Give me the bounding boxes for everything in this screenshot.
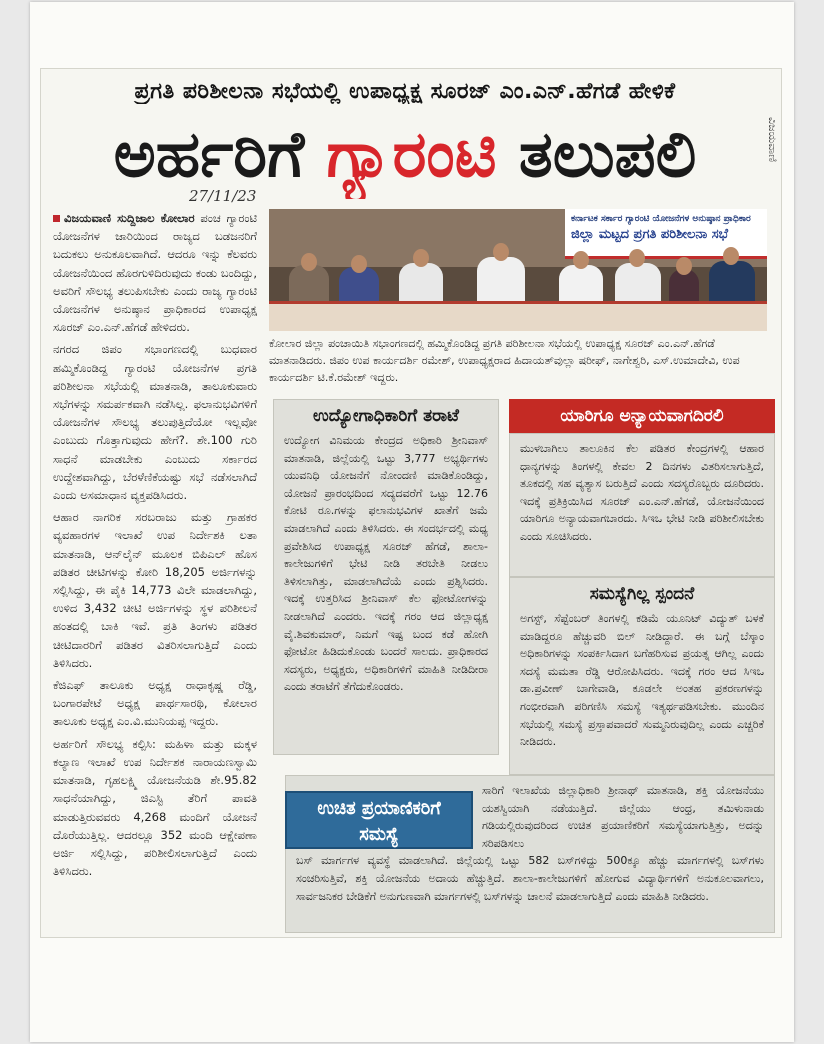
left-paragraph-5: ಅರ್ಹರಿಗೆ ಸೌಲಭ್ಯ ಕಲ್ಪಿಸಿ: ಮಹಿಳಾ ಮತ್ತು ಮಕ್ಕಳ ಕಲ್ಯಾಣ ಇಲಾಖೆ ಉಪ ನಿರ್ದೇಶಕ ನಾರಾಯಣಸ್ವಾಮಿ ಮಾತನಾಡಿ, ಗೃಹಲಕ್ಷ್ಮಿ ಯೋಜನೆಯಡಿ ಶೇ.95.82 ಸಾಧನೆಯಾಗಿದ್ದು, ಜಿಎಸ್ಟಿ ತೆರಿಗೆ ಪಾವತಿ ಮಾಡುತ್ತಿರುವವರು 4,268 ಮಂದಿಗೆ ಯೋಜನೆ ದೊರೆಯುತ್ತಿಲ್ಲ. ಆದರಲ್ಲೂ 352 ಮಂದಿ ಆಕ್ಷೇಪಣಾ ಅರ್ಜಿ ಸಲ್ಲಿಸಿದ್ದು, ಪರಿಶೀಲಿಸಲಾಗುತ್ತಿದೆ ಎಂದು ತಿಳಿಸಿದರು.: [53, 736, 257, 879]
kicker-line: ಪ್ರಗತಿ ಪರಿಶೀಲನಾ ಸಭೆಯಲ್ಲಿ ಉಪಾಧ್ಯಕ್ಷ ಸೂರಜ್ ಎಂ.ಎನ್.ಹೆಗಡೆ ಹೇಳಿಕೆ: [134, 79, 676, 104]
box-injustice: [509, 433, 775, 577]
left-paragraph-3: ಆಹಾರ ನಾಗರಿಕ ಸರಬರಾಜು ಮತ್ತು ಗ್ರಾಹಕರ ವ್ಯವಹಾರಗಳ ಇಲಾಖೆ ಉಪ ನಿರ್ದೇಶಕಿ ಲತಾ ಮಾತನಾಡಿ, ಆನ್‌ಲೈನ್ ಮೂಲಕ ಬಿಪಿಎಲ್ ಹೊಸ ಪಡಿತರ ಚೀಟಿಗಳನ್ನು ಕೋರಿ 18,205 ಅರ್ಜಿಗಳನ್ನು ಸಲ್ಲಿಸಿದ್ದು, ಈ ಪೈಕಿ 14,773 ವಿಲೇ ಮಾಡಲಾಗಿದ್ದು, ಉಳಿದ 3,432 ಚೀಟಿ ಅರ್ಜಿಗಳನ್ನು ಸ್ಥಳ ಪರಿಶೀಲನೆ ಹಂತದಲ್ಲಿ ಬಾಕಿ ಇವೆ. ಪ್ರತಿ ತಿಂಗಳು ಪಡಿತರ ಚೀಟಿದಾರರಿಗೆ ಪಡಿತರ ವಿತರಿಸಲಾಗುತ್ತಿದೆ ಎಂದು ತಿಳಿಸಿದರು.: [53, 510, 257, 670]
box-employment: [273, 399, 499, 755]
newspaper-clipping: [40, 68, 782, 938]
box-employment-title: ಉದ್ಯೋಗಾಧಿಕಾರಿಗೆ ತರಾಟೆ: [313, 406, 459, 426]
photo-banner: ಕರ್ನಾಟಕ ಸರ್ಕಾರ ಗ್ಯಾರಂಟಿ ಯೋಜನೆಗಳ ಅನುಷ್ಠಾನ ಪ್ರಾಧಿಕಾರ ಜಿಲ್ಲಾ ಮಟ್ಟದ ಪ್ರಗತಿ ಪರಿಶೀಲನಾ ಸಭೆ: [565, 209, 767, 259]
meeting-photo: [269, 209, 767, 331]
headline-part-1: ಅರ್ಹರಿಗೆ: [113, 118, 327, 192]
box-travel-title: ಉಚಿತ ಪ್ರಯಾಣಿಕರಿಗೆ ಸಮಸ್ಯೆ: [285, 791, 473, 849]
box-employment-body: ಉದ್ಯೋಗ ವಿನಿಮಯ ಕೇಂದ್ರದ ಅಧಿಕಾರಿ ಶ್ರೀನಿವಾಸ್ ಮಾತನಾಡಿ, ಜಿಲ್ಲೆಯಲ್ಲಿ ಒಟ್ಟು 3,777 ಅಭ್ಯರ್ಥಿಗಳು ಯುವನಿಧಿ ಯೋಜನೆಗೆ ನೋಂದಣಿ ಮಾಡಿಕೊಂಡಿದ್ದು, ಯೋಜನೆ ಪ್ರಾರಂಭದಿಂದ ಸದ್ಯದವರೆಗೆ ಒಟ್ಟು 12.76 ಕೋಟಿ ರೂ.ಗಳನ್ನು ಫಲಾನುಭವಿಗಳ ಖಾತೆಗೆ ಜಮೆ ಮಾಡಲಾಗಿದೆ ಎಂದು ತಿಳಿಸಿದರು. ಈ ಸಂದರ್ಭದಲ್ಲಿ ಮಧ್ಯ ಪ್ರವೇಶಿಸಿದ ಉಪಾಧ್ಯಕ್ಷ ಸೂರಜ್ ಹೆಗಡೆ, ಶಾಲಾ-ಕಾಲೇಜುಗಳಿಗೆ ಭೇಟಿ ನೀಡಿ ತರಬೇತಿ ನೀಡಲು ತಿಳಿಸಲಾಗಿತ್ತು, ಮಾಡಲಾಗಿದೆಯೆ ಎಂದು ಪ್ರಶ್ನಿಸಿದರು. ಇದಕ್ಕೆ ಉತ್ತರಿಸಿದ ಶ್ರೀನಿವಾಸ್ ಕೆಲ ಫೋಟೋಗಳನ್ನು ನೀಡಲಾಗಿದೆ ಎಂದರು. ಇದಕ್ಕೆ ಗರಂ ಆದ ಜಿಲ್ಲಾಧ್ಯಕ್ಷ ವೈ.ಶಿವಕುಮಾರ್, ನಿಮಗೆ ಇಷ್ಟ ಬಂದ ಕಡೆ ಹೋಗಿ ಫೋಟೋ ಹಿಡಿದುಕೊಂಡು ಬಂದರೆ ಸಾಲದು. ಪ್ರಾಧಿಕಾರದ ಸದಸ್ಯರು, ಅಧ್ಯಕ್ಷರು, ಅಧಿಕಾರಿಗಳಿಗೆ ಮಾಹಿತಿ ನೀಡಿದೀರಾ ಎಂದು ತರಾಟೆಗೆ ತೆಗೆದುಕೊಂಡರು.: [284, 434, 488, 694]
headline: [55, 111, 755, 199]
left-paragraph-2: ನಗರದ ಜಿಪಂ ಸಭಾಂಗಣದಲ್ಲಿ ಬುಧವಾರ ಹಮ್ಮಿಕೊಂಡಿದ್ದ ಗ್ಯಾರಂಟಿ ಯೋಜನೆಗಳ ಪ್ರಗತಿ ಪರಿಶೀಲನಾ ಸಭೆಯಲ್ಲಿ ಮಾತನಾಡಿ, ತಾಲೂಕುವಾರು ಸಭೆಗಳನ್ನು ಸಮರ್ಪಕವಾಗಿ ನಡೆಸಿಲ್ಲ. ಫಲಾನುಭವಿಗಳಿಗೆ ಯೋಜನೆಗಳ ಸೌಲಭ್ಯ ತಲುಪುತ್ತಿದೆಯೋ ಇಲ್ಲವೋ ಎಂಬುದು ಗೊತ್ತಾಗುವುದು ಹೇಗೆ?. ಶೇ.100 ಗುರಿ ಸಾಧನೆ ಮಾಡಬೇಕು ಎಂಬುದು ಸರ್ಕಾರದ ಉದ್ದೇಶವಾಗಿದ್ದು, ಬೆರಳೆಣಿಕೆಯಷ್ಟು ಸಭೆ ನಡೆಸಲಾಗಿದೆ ಎಂದು ಅಸಮಾಧಾನ ವ್ಯಕ್ತಪಡಿಸಿದರು.: [53, 342, 257, 503]
box-injustice-body: ಮುಳಬಾಗಿಲು ತಾಲೂಕಿನ ಕೆಲ ಪಡಿತರ ಕೇಂದ್ರಗಳಲ್ಲಿ ಆಹಾರ ಧಾನ್ಯಗಳನ್ನು ತಿಂಗಳಲ್ಲಿ ಕೇವಲ 2 ದಿನಗಳು ವಿತರಿಸಲಾಗುತ್ತಿದೆ, ತೂಕದಲ್ಲಿ ಸಹ ವ್ಯತ್ಯಾಸ ಬರುತ್ತಿದೆ ಎಂದು ಸದಸ್ಯರೊಬ್ಬರು ದೂರಿದರು. ಇದಕ್ಕೆ ಪ್ರತಿಕ್ರಿಯಿಸಿದ ಸೂರಜ್ ಎಂ.ಎನ್.ಹೆಗಡೆ, ಯೋಜನೆಯಿಂದ ಯಾರಿಗೂ ಅನ್ಯಾಯವಾಗಬಾರದು. ಸಿಇಒ ಭೇಟಿ ನೀಡಿ ಪರಿಶೀಲಿಸಬೇಕು ಎಂದು ಸೂಚಿಸಿದರು.: [520, 442, 764, 543]
handwritten-date: 27/11/23: [189, 187, 257, 205]
byline-marker-icon: [53, 215, 60, 222]
left-paragraph-1: ವಿಜಯವಾಣಿ ಸುದ್ದಿಜಾಲ ಕೋಲಾರ ಪಂಚ ಗ್ಯಾರಂಟಿ ಯೋಜನೆಗಳ ಜಾರಿಯಿಂದ ರಾಜ್ಯದ ಬಡಜನರಿಗೆ ಬದುಕಲು ಅನುಕೂಲವಾಗಿದೆ. ಆದರೂ ಇನ್ನು ಕೆಲವರು ಯೋಜನೆಯಿಂದ ಹೊರಗುಳಿದಿರುವುದು ಕಂಡು ಬಂದಿದ್ದು, ಅವರಿಗೆ ಸೌಲಭ್ಯ ತಲುಪಿಸಬೇಕು ಎಂದು ರಾಜ್ಯ ಗ್ಯಾರಂಟಿ ಯೋಜನೆಗಳ ಅನುಷ್ಠಾನ ಪ್ರಾಧಿಕಾರದ ಉಪಾಧ್ಯಕ್ಷ ಸೂರಜ್ ಎಂ.ಎನ್.ಹೆಗಡೆ ಹೇಳಿದರು.: [53, 211, 257, 335]
box-travel-body: ಸಾರಿಗೆ ಇಲಾಖೆಯ ಜಿಲ್ಲಾಧಿಕಾರಿ ಶ್ರೀನಾಥ್ ಮಾತನಾಡಿ, ಶಕ್ತಿ ಯೋಜನೆಯು ಯಶಸ್ವಿಯಾಗಿ ನಡೆಯುತ್ತಿದೆ. ಜಿಲ್ಲೆಯು ಆಂಧ್ರ, ತಮಿಳುನಾಡು ಗಡಿಯಲ್ಲಿರುವುದರಿಂದ ಉಚಿತ ಪ್ರಯಾಣಿಕರಿಗೆ ಸಮಸ್ಯೆಯಾಗುತ್ತಿತ್ತು, ಅದನ್ನು ಸರಿಪಡಿಸಲು ಬಸ್ ಮಾರ್ಗಗಳ ವ್ಯವಸ್ಥೆ ಮಾಡಲಾಗಿದೆ. ಜಿಲ್ಲೆಯಲ್ಲಿ ಒಟ್ಟು 582 ಬಸ್‌ಗಳಿದ್ದು 500ಕ್ಕೂ ಹೆಚ್ಚು ಮಾರ್ಗಗಳಲ್ಲಿ ಬಸ್‌ಗಳು ಸಂಚರಿಸುತ್ತಿವೆ, ಶಕ್ತಿ ಯೋಜನೆಯ ಅದಾಯ ಹೆಚ್ಚುತ್ತಿದೆ. ಶಾಲಾ-ಕಾಲೇಜುಗಳಿಗೆ ಹೋಗುವ ವಿದ್ಯಾರ್ಥಿಗಳಿಗೆ ಅನುಕೂಲವಾಗಲು, ಸಾರ್ವಜನಿಕರ ಬೇಡಿಕೆಗೆ ಅನುಗುಣವಾಗಿ ಮಾರ್ಗಗಳಲ್ಲಿ ಬಸ್‌ಗಳನ್ನು ಚಾಲನೆ ಮಾಡಲಾಗುತ್ತಿದೆ ಎಂದು ಮಾಹಿತಿ ನೀಡಿದರು.: [296, 784, 764, 903]
headline-part-3: ತಲುಪಲಿ: [496, 118, 697, 192]
box-response: [509, 577, 775, 775]
box-response-title: ಸಮಸ್ಯೆಗಿಲ್ಲ ಸ್ಪಂದನೆ: [589, 584, 695, 604]
headline-part-red: ಗ್ಯಾರಂಟಿ: [326, 118, 497, 192]
box-response-body: ಅಗಸ್ಟ್, ಸೆಪ್ಟೆಂಬರ್ ತಿಂಗಳಲ್ಲಿ ಕಡಿಮೆ ಯೂನಿಟ್ ವಿದ್ಯುತ್ ಬಳಕೆ ಮಾಡಿದ್ದರೂ ಹೆಚ್ಚುವರಿ ಬಿಲ್ ನೀಡಿದ್ದಾರೆ. ಈ ಬಗ್ಗೆ ಬೆಸ್ಕಾಂ ಅಧಿಕಾರಿಗಳನ್ನು ಸಂಪರ್ಕಿಸಿದಾಗ ಬಗೆಹರಿಸುವ ಪ್ರಯತ್ನ ಆಗಿಲ್ಲ ಎಂದು ಸದಸ್ಯೆ ಮಮತಾ ರೆಡ್ಡಿ ಆರೋಪಿಸಿದರು. ಇದಕ್ಕೆ ಗರಂ ಆದ ಸಿಇಒ ಡಾ.ಪ್ರವೀಣ್ ಬಾಗೇವಾಡಿ, ಕೂಡಲೇ ಅಂತಹ ಪ್ರಕರಣಗಳನ್ನು ಗಂಭೀರವಾಗಿ ಪರಿಗಣಿಸಿ ಸಮಸ್ಯೆ ಇತ್ಯರ್ಥಪಡಿಸಬೇಕು. ಮುಂದಿನ ಸಭೆಯಲ್ಲಿ ಸಮಸ್ಯೆ ಪ್ರಸ್ತಾಪವಾದರೆ ಸುಮ್ಮನಿರುವುದಿಲ್ಲ ಎಂದು ಎಚ್ಚರಿಕೆ ನೀಡಿದರು.: [520, 612, 764, 749]
photo-caption: ಕೋಲಾರ ಜಿಲ್ಲಾ ಪಂಚಾಯಿತಿ ಸಭಾಂಗಣದಲ್ಲಿ ಹಮ್ಮಿಕೊಂಡಿದ್ದ ಪ್ರಗತಿ ಪರಿಶೀಲನಾ ಸಭೆಯಲ್ಲಿ ಉಪಾಧ್ಯಕ್ಷ ಸೂರಜ್ ಎಂ.ಎನ್.ಹೆಗಡೆ ಮಾತನಾಡಿದರು. ಜಿಪಂ ಉಪ ಕಾರ್ಯದರ್ಶಿ ರಮೇಶ್, ಉಪಾಧ್ಯಕ್ಷರಾದ ಹಿದಾಯತ್‌ವುಲ್ಲಾ ಷರೀಫ್, ನಾಗೇಶ್ವರಿ, ಎಸ್.ಉಮಾದೇವಿ, ಉಪ ಕಾರ್ಯದರ್ಶಿ ಟಿ.ಕೆ.ರಮೇಶ್ ಇದ್ದರು.: [269, 337, 740, 384]
box-injustice-title: ಯಾರಿಗೂ ಅನ್ಯಾಯವಾಗದಿರಲಿ: [509, 399, 775, 433]
left-column: [53, 209, 257, 929]
left-paragraph-4: ಕೆಜಿಎಫ್ ತಾಲೂಕು ಅಧ್ಯಕ್ಷ ರಾಧಾಕೃಷ್ಣ ರೆಡ್ಡಿ, ಬಂಗಾರಪೇಟೆ ಅಧ್ಯಕ್ಷ ಪಾರ್ಥಸಾರಥಿ, ಕೋಲಾರ ತಾಲೂಕು ಅಧ್ಯಕ್ಷ ಎಂ.ವಿ.ಮುನಿಯಪ್ಪ ಇದ್ದರು.: [53, 678, 257, 729]
side-tag: ವಿಜಯವಾಣಿ: [766, 117, 779, 163]
byline: ವಿಜಯವಾಣಿ ಸುದ್ದಿಜಾಲ ಕೋಲಾರ: [64, 211, 195, 225]
